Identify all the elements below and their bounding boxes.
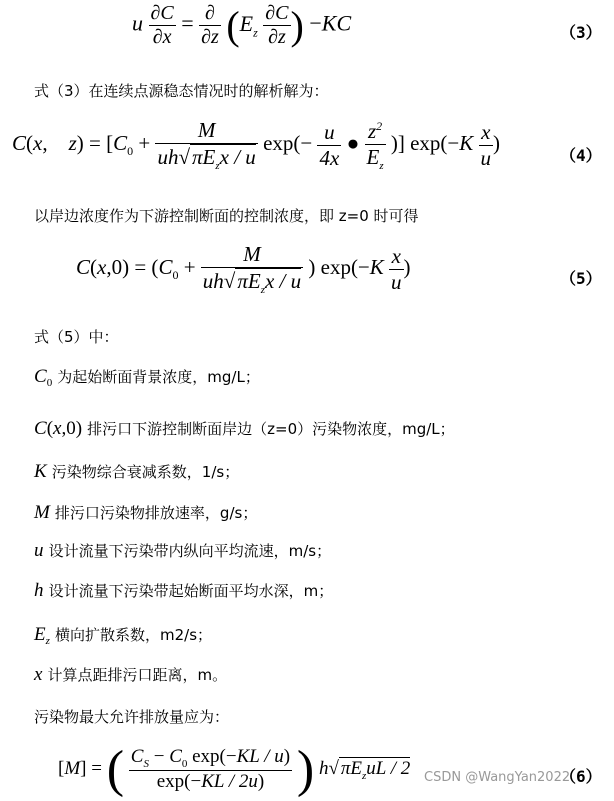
paragraph-analytic-solution: 式（3）在连续点源稳态情况时的解析解为： bbox=[34, 82, 329, 100]
equation-3-number: （3） bbox=[560, 23, 602, 42]
definition-h: h 设计流量下污染带起始断面平均水深，m； bbox=[34, 580, 334, 601]
equation-4-number: （4） bbox=[560, 146, 602, 165]
definition-m: M 排污口污染物排放速率，g/s； bbox=[34, 502, 258, 523]
paragraph-where: 式（5）中： bbox=[34, 328, 119, 346]
paragraph-max-discharge: 污染物最大允许排放量应为： bbox=[34, 708, 230, 726]
definition-u: u 设计流量下污染带内纵向平均流速，m/s； bbox=[34, 540, 332, 561]
equation-5-number: （5） bbox=[560, 269, 602, 288]
definition-k: K 污染物综合衰减系数，1/s； bbox=[34, 461, 240, 482]
definition-c0: $C_0$ 为起始断面背景浓度，mg/L； bbox=[34, 366, 260, 390]
equation-5: $C(x,0) = (C_0$ + $\frac{M}{uh√\pi E_zx / u}$ ) exp(−K $\frac{x}{u}$ ) bbox=[76, 242, 411, 297]
definition-x: x 计算点距排污口距离，m。 bbox=[34, 664, 228, 685]
equation-3: u $\frac{\partial C}{\partial x}$ = $\frac{\partial}{\partial z}$ ($E_z$ $\frac{\partial C}{\partial z}$ ) −KC bbox=[132, 2, 352, 48]
definition-cx0: C(x,0) 排污口下游控制断面岸边（z=0）污染物浓度，mg/L； bbox=[34, 418, 455, 439]
definition-ez: $E_z$ 横向扩散系数，m2/s； bbox=[34, 624, 213, 648]
equation-6-number: （6） bbox=[560, 767, 602, 786]
equation-4: C(x, $z) = [C_0$ + $\frac{M}{uh√\pi E_zx / u}$ exp(− $\frac{u}{4x}$ ● $\frac{z^2}{E_z}$ )] exp(−K $\frac{x}{u}$ ) bbox=[12, 118, 501, 173]
watermark: CSDN @WangYan2022 bbox=[424, 770, 571, 785]
equation-6: [M] = ( $\frac{C_S - C_0 \exp(-KL / u)}{\exp(-KL / 2u)}$ ) h√ $\pi E_zuL / 2$ bbox=[58, 741, 411, 798]
paragraph-bank-concentration: 以岸边浓度作为下游控制断面的控制浓度，即 z=0 时可得 bbox=[34, 207, 419, 225]
